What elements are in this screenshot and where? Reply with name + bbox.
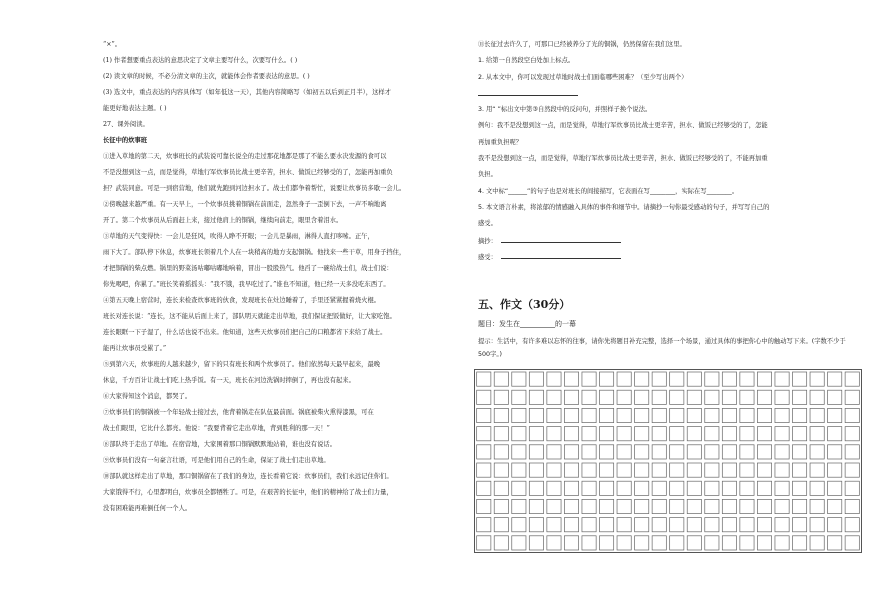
- grid-cell[interactable]: [599, 408, 613, 422]
- grid-cell[interactable]: [582, 427, 596, 441]
- grid-cell[interactable]: [845, 499, 859, 513]
- grid-cell[interactable]: [775, 518, 789, 532]
- grid-cell[interactable]: [722, 372, 736, 386]
- grid-cell[interactable]: [792, 499, 806, 513]
- grid-cell[interactable]: [547, 427, 561, 441]
- grid-cell[interactable]: [775, 427, 789, 441]
- grid-cell[interactable]: [529, 408, 543, 422]
- grid-cell[interactable]: [529, 390, 543, 404]
- grid-cell[interactable]: [775, 390, 789, 404]
- grid-cell[interactable]: [757, 445, 771, 459]
- grid-cell[interactable]: [564, 518, 578, 532]
- passage-line: 没有困难能再难倒任何一个人。: [103, 505, 192, 512]
- question-line: 5. 本文语言朴素，将浓郁的情感融入具体的事件和细节中。请摘抄一句你最受感动的句子，并写写自己的: [478, 203, 770, 211]
- grid-cell[interactable]: [775, 372, 789, 386]
- grid-cell[interactable]: [494, 408, 508, 422]
- grid-cell[interactable]: [512, 481, 526, 495]
- grid-cell[interactable]: [810, 408, 824, 422]
- grid-cell[interactable]: [617, 445, 631, 459]
- grid-cell[interactable]: [810, 536, 824, 550]
- grid-cell[interactable]: [792, 536, 806, 550]
- passage-line: ①进入草地的第二天，炊事班长的武装说可靠长说全的走过那花地都是那了不能么要水决发源的食可以: [103, 153, 387, 160]
- grid-cell[interactable]: [652, 372, 666, 386]
- grid-cell[interactable]: [810, 463, 824, 477]
- grid-cell[interactable]: [687, 499, 701, 513]
- composition-section-title: 五、作文（30分）: [478, 298, 571, 311]
- grid-cell[interactable]: [740, 408, 754, 422]
- grid-cell[interactable]: [705, 518, 719, 532]
- grid-cell[interactable]: [617, 463, 631, 477]
- grid-cell[interactable]: [670, 408, 684, 422]
- grid-cell[interactable]: [722, 463, 736, 477]
- grid-cell[interactable]: [564, 463, 578, 477]
- passage-line: 你先喝吧，你累了。”班长笑着摇摇头：“我不饿，我早吃过了。”谁也不知道，他已经一天多没吃东西了。: [103, 281, 390, 288]
- grid-cell[interactable]: [705, 499, 719, 513]
- grid-cell[interactable]: [722, 481, 736, 495]
- grid-cell[interactable]: [547, 463, 561, 477]
- grid-cell[interactable]: [512, 372, 526, 386]
- grid-cell[interactable]: [757, 463, 771, 477]
- question-line: 感受：: [478, 249, 863, 265]
- grid-cell[interactable]: [529, 427, 543, 441]
- grid-cell[interactable]: [477, 408, 491, 422]
- grid-cell[interactable]: [757, 518, 771, 532]
- passage-line: 雨下大了。部队停下休息，炊事班长领着几个人在一块稍高的地方支起铜锅。他找来一些干草，用身子挡住，: [103, 249, 406, 256]
- grid-cell[interactable]: [477, 372, 491, 386]
- grid-cell[interactable]: [635, 372, 649, 386]
- grid-cell[interactable]: [705, 427, 719, 441]
- passage-line: 长征中的炊事班: [103, 137, 148, 144]
- grid-cell[interactable]: [792, 481, 806, 495]
- grid-cell[interactable]: [564, 427, 578, 441]
- grid-cell[interactable]: [687, 427, 701, 441]
- grid-cell[interactable]: [652, 445, 666, 459]
- grid-cell[interactable]: [494, 445, 508, 459]
- grid-cell[interactable]: [722, 408, 736, 422]
- grid-cell[interactable]: [652, 518, 666, 532]
- grid-cell[interactable]: [564, 536, 578, 550]
- grid-cell[interactable]: [670, 536, 684, 550]
- grid-cell[interactable]: [582, 536, 596, 550]
- grid-cell[interactable]: [547, 372, 561, 386]
- passage-line: ②傍晚越来越严重。有一天早上，一个炊事员挑着铜锅在前面走，忽然身子一歪倒下去，一声不响地离: [103, 201, 387, 208]
- grid-cell[interactable]: [564, 408, 578, 422]
- grid-cell[interactable]: [599, 427, 613, 441]
- grid-cell[interactable]: [792, 372, 806, 386]
- grid-cell[interactable]: [828, 390, 842, 404]
- grid-cell[interactable]: [828, 445, 842, 459]
- grid-cell[interactable]: [635, 518, 649, 532]
- grid-cell[interactable]: [828, 518, 842, 532]
- grid-cell[interactable]: [582, 408, 596, 422]
- grid-cell[interactable]: [687, 536, 701, 550]
- grid-cell[interactable]: [635, 427, 649, 441]
- grid-cell[interactable]: [828, 499, 842, 513]
- grid-cell[interactable]: [529, 536, 543, 550]
- grid-cell[interactable]: [757, 390, 771, 404]
- grid-cell[interactable]: [512, 445, 526, 459]
- grid-cell[interactable]: [810, 499, 824, 513]
- grid-cell[interactable]: [810, 372, 824, 386]
- grid-cell[interactable]: [652, 481, 666, 495]
- passage-line: (3) 选文中，重点表达的内容具体写（如年低这一天），其他内容简略写（如初五以后到正月半），这样才: [103, 89, 391, 96]
- grid-cell[interactable]: [564, 481, 578, 495]
- passage-line: 不是没想到这一点，而是觉得，草地行军炊事员比战士更辛苦，担水、做饭已经够受的了，怎能再加重负: [103, 169, 393, 176]
- passage-line: 连长眼眶一下子湿了，什么话也说不出来。他知道，这些天炊事员们把自己的口粮都省下来给了战士。: [103, 329, 387, 336]
- grid-cell[interactable]: [845, 463, 859, 477]
- grid-cell[interactable]: [564, 372, 578, 386]
- grid-cell[interactable]: [828, 463, 842, 477]
- grid-cell[interactable]: [792, 463, 806, 477]
- grid-cell[interactable]: [512, 390, 526, 404]
- grid-cell[interactable]: [810, 518, 824, 532]
- grid-cell[interactable]: [529, 518, 543, 532]
- grid-cell[interactable]: [582, 499, 596, 513]
- grid-cell[interactable]: [757, 499, 771, 513]
- grid-cell[interactable]: [687, 463, 701, 477]
- question-line: 我不是没想到这一点，而是觉得，草地行军炊事员比战士更辛苦，担水、做饭已经够受的了，不能再加重: [478, 155, 768, 163]
- grid-cell[interactable]: [494, 481, 508, 495]
- grid-cell[interactable]: [757, 481, 771, 495]
- grid-cell[interactable]: [494, 427, 508, 441]
- passage-line: 休息，千方百计让战士们吃上热乎饭。有一天，班长在河边洗锅时摔倒了，再也没有起来。: [103, 377, 355, 384]
- grid-cell[interactable]: [670, 427, 684, 441]
- question-line: 3. 用“ ”标出文中第③自然段中的反问句，并照样子换个说法。: [478, 106, 652, 114]
- grid-cell[interactable]: [828, 408, 842, 422]
- answer-blank[interactable]: [501, 249, 621, 259]
- grid-cell[interactable]: [775, 445, 789, 459]
- grid-cell[interactable]: [792, 445, 806, 459]
- grid-cell[interactable]: [635, 390, 649, 404]
- grid-cell[interactable]: [529, 499, 543, 513]
- grid-cell[interactable]: [512, 536, 526, 550]
- grid-cell[interactable]: [740, 390, 754, 404]
- question-line: 4. 文中标“______”的句子也是对班长的间接描写，它表面在写________，实际在写________。: [478, 187, 739, 195]
- question-line: 例句：我不是没想到这一点，而是觉得，草地行军炊事员比战士更辛苦，担水、做饭已经够受的了，怎能: [478, 122, 768, 130]
- questions-section: [478, 37, 863, 265]
- grid-cell[interactable]: [828, 372, 842, 386]
- grid-cell[interactable]: [775, 499, 789, 513]
- passage-line: 27、课外阅读。: [103, 121, 149, 128]
- grid-cell[interactable]: [564, 390, 578, 404]
- grid-cell[interactable]: [845, 390, 859, 404]
- grid-cell[interactable]: [845, 427, 859, 441]
- grid-cell[interactable]: [635, 499, 649, 513]
- grid-cell[interactable]: [477, 518, 491, 532]
- grid-cell[interactable]: [845, 445, 859, 459]
- passage-line: ④第五天晚上宿营时，连长来检查炊事班的伙食，发现班长在灶边睡着了，手里还紧紧握着烧火棍。: [103, 297, 381, 304]
- grid-cell[interactable]: [652, 408, 666, 422]
- grid-cell[interactable]: [740, 372, 754, 386]
- grid-cell[interactable]: [792, 390, 806, 404]
- grid-cell[interactable]: [512, 463, 526, 477]
- grid-cell[interactable]: [757, 536, 771, 550]
- right-column: [462, 0, 870, 615]
- answer-blank[interactable]: [478, 86, 578, 96]
- grid-cell[interactable]: [845, 372, 859, 386]
- grid-cell[interactable]: [617, 518, 631, 532]
- passage-line: 能再让炊事员受累了。”: [103, 345, 167, 352]
- grid-cell[interactable]: [512, 499, 526, 513]
- grid-cell[interactable]: [670, 445, 684, 459]
- grid-cell[interactable]: [845, 536, 859, 550]
- passage-line: 担？武装同意。可是一到宿营地，他们就先跑到河边担水了。战士们都争着帮忙，说要让炊事员多歇一会儿。: [103, 185, 406, 192]
- grid-cell[interactable]: [740, 427, 754, 441]
- grid-cell[interactable]: [652, 427, 666, 441]
- grid-cell[interactable]: [687, 408, 701, 422]
- grid-cell[interactable]: [810, 445, 824, 459]
- grid-cell[interactable]: [792, 427, 806, 441]
- grid-cell[interactable]: [529, 481, 543, 495]
- question-line: 2. 从本文中，你可以发现过草地时战士们面临哪些困难？（至少写出两个）: [478, 73, 688, 81]
- passage-line: “×”。: [103, 41, 122, 48]
- grid-cell[interactable]: [582, 463, 596, 477]
- grid-cell[interactable]: [617, 390, 631, 404]
- grid-cell[interactable]: [547, 390, 561, 404]
- grid-cell[interactable]: [477, 481, 491, 495]
- question-line: 再加重负担呢？: [478, 138, 523, 146]
- grid-cell[interactable]: [617, 536, 631, 550]
- grid-cell[interactable]: [635, 536, 649, 550]
- passage-line: ⑧部队终于走出了草地。在宿营地，大家围着那口铜锅默默地站着，谁也没有说话。: [103, 441, 336, 448]
- grid-cell[interactable]: [687, 445, 701, 459]
- grid-cell[interactable]: [617, 372, 631, 386]
- grid-cell[interactable]: [845, 408, 859, 422]
- grid-cell[interactable]: [599, 499, 613, 513]
- grid-cell[interactable]: [722, 518, 736, 532]
- grid-cell[interactable]: [494, 390, 508, 404]
- passage-line: 开了。第二个炊事员从后面赶上来，接过他肩上的铜锅，继续向前走，眼里含着泪水。: [103, 217, 343, 224]
- grid-cell[interactable]: [599, 445, 613, 459]
- grid-cell[interactable]: [828, 536, 842, 550]
- answer-blank[interactable]: [501, 233, 621, 243]
- grid-cell[interactable]: [740, 518, 754, 532]
- passage-line: 战士们眼里，它比什么都亮。他说：“我要背着它走出草地，背到胜利的那一天！”: [103, 425, 330, 432]
- grid-cell[interactable]: [512, 518, 526, 532]
- grid-cell[interactable]: [582, 518, 596, 532]
- grid-cell[interactable]: [494, 536, 508, 550]
- question-line: 感受。: [478, 220, 497, 228]
- grid-cell[interactable]: [810, 481, 824, 495]
- writing-grid[interactable]: [474, 369, 862, 553]
- grid-cell[interactable]: [635, 445, 649, 459]
- grid-cell[interactable]: [564, 499, 578, 513]
- grid-cell[interactable]: [810, 390, 824, 404]
- grid-cell[interactable]: [477, 445, 491, 459]
- passage-line: ⑨炊事员们没有一句豪言壮语，可是他们用自己的生命，保证了战士们走出草地。: [103, 457, 330, 464]
- grid-cell[interactable]: [635, 481, 649, 495]
- grid-cell[interactable]: [792, 518, 806, 532]
- grid-cell[interactable]: [670, 518, 684, 532]
- grid-cell[interactable]: [599, 536, 613, 550]
- grid-cell[interactable]: [599, 518, 613, 532]
- grid-cell[interactable]: [705, 372, 719, 386]
- grid-cell[interactable]: [599, 372, 613, 386]
- grid-cell[interactable]: [582, 481, 596, 495]
- grid-cell[interactable]: [564, 445, 578, 459]
- grid-cell[interactable]: [722, 427, 736, 441]
- grid-cell[interactable]: [740, 445, 754, 459]
- passage-line: ⑩部队就这样走出了草地，那口铜锅留在了我们的身边，连长看着它说：炊事员们，我们永远记住你们。: [103, 473, 393, 480]
- passage-line: 班长对连长说：“连长，这不能从后面上来了，部队明天就能走出草地，我们保证把饭做好，让大家吃饱。: [103, 313, 396, 320]
- grid-cell[interactable]: [547, 518, 561, 532]
- grid-cell[interactable]: [845, 518, 859, 532]
- question-line: [478, 86, 863, 102]
- grid-cell[interactable]: [757, 372, 771, 386]
- grid-cell[interactable]: [687, 390, 701, 404]
- passage-line: 才把铜锅的柴点燃。锅里的野菜汤咕嘟咕嘟地响着，冒出一股股热气。他舀了一碗给战士们，战士们说：: [103, 265, 393, 272]
- grid-cell[interactable]: [705, 481, 719, 495]
- grid-cell[interactable]: [599, 390, 613, 404]
- grid-cell[interactable]: [740, 499, 754, 513]
- grid-cell[interactable]: [722, 536, 736, 550]
- grid-cell[interactable]: [705, 536, 719, 550]
- grid-cell[interactable]: [617, 499, 631, 513]
- grid-cell[interactable]: [494, 463, 508, 477]
- passage-line: (1) 作者想要重点表达的意思决定了文章主要写什么，次要写什么。( ): [103, 57, 298, 64]
- grid-cell[interactable]: [775, 463, 789, 477]
- grid-cell[interactable]: [547, 408, 561, 422]
- grid-cell[interactable]: [670, 499, 684, 513]
- grid-cell[interactable]: [529, 372, 543, 386]
- grid-cell[interactable]: [705, 390, 719, 404]
- composition-prompt: 提示：生活中，有许多难以忘怀的往事，请你先将题目补充完整，选择一个场景，通过具体的事把你心中的触动写下来。(字数不少于 500字。): [478, 338, 846, 358]
- grid-cell[interactable]: [599, 463, 613, 477]
- passage-line: ③草地的天气变得快：一会儿是狂风，吹得人睁不开眼；一会儿是暴雨，淋得人直打哆嗦。正午，: [103, 233, 374, 240]
- reading-passage: [103, 37, 453, 517]
- grid-cell[interactable]: [512, 408, 526, 422]
- grid-cell[interactable]: [845, 481, 859, 495]
- grid-cell[interactable]: [494, 372, 508, 386]
- grid-cell[interactable]: [722, 390, 736, 404]
- grid-cell[interactable]: [547, 445, 561, 459]
- passage-line: ⑤到第六天，炊事班的人越来越少，留下的只有班长和两个炊事员了。他们依然每天最早起来，最晚: [103, 361, 381, 368]
- grid-cell[interactable]: [757, 427, 771, 441]
- grid-cell[interactable]: [740, 536, 754, 550]
- grid-cell[interactable]: [617, 408, 631, 422]
- grid-cell[interactable]: [635, 463, 649, 477]
- question-line: 负担。: [478, 171, 497, 179]
- passage-line: ⑥大家得知这个消息，都哭了。: [103, 393, 192, 400]
- passage-line: ⑦炊事员们的铜锅被一个年轻战士接过去，他背着锅走在队伍最前面。锅底被柴火熏得漆黑，可在: [103, 409, 374, 416]
- grid-cell[interactable]: [687, 518, 701, 532]
- grid-cell[interactable]: [828, 427, 842, 441]
- grid-cell[interactable]: [652, 390, 666, 404]
- grid-cell[interactable]: [670, 390, 684, 404]
- question-line: 摘抄：: [478, 233, 863, 249]
- grid-cell[interactable]: [722, 445, 736, 459]
- passage-line: 能更好地表达主题。( ): [103, 105, 167, 112]
- grid-cell[interactable]: [494, 499, 508, 513]
- grid-cell[interactable]: [582, 445, 596, 459]
- question-line: ⑪长征过去许久了，可那口已经被养分了光的铜锅，仍然保留在我们这里。: [478, 41, 686, 48]
- grid-cell[interactable]: [670, 372, 684, 386]
- grid-cell[interactable]: [670, 481, 684, 495]
- grid-cell[interactable]: [529, 445, 543, 459]
- grid-cell[interactable]: [775, 481, 789, 495]
- grid-cell[interactable]: [582, 390, 596, 404]
- grid-cell[interactable]: [529, 463, 543, 477]
- grid-cell[interactable]: [512, 427, 526, 441]
- grid-cell[interactable]: [722, 499, 736, 513]
- grid-cell[interactable]: [652, 536, 666, 550]
- grid-cell[interactable]: [477, 499, 491, 513]
- grid-cell[interactable]: [547, 499, 561, 513]
- grid-cell[interactable]: [477, 463, 491, 477]
- grid-cell[interactable]: [494, 518, 508, 532]
- grid-cell[interactable]: [582, 372, 596, 386]
- grid-cell[interactable]: [617, 481, 631, 495]
- grid-cell[interactable]: [599, 481, 613, 495]
- grid-cell[interactable]: [757, 408, 771, 422]
- grid-cell[interactable]: [617, 427, 631, 441]
- passage-line: 大家饿得不行，心里都明白，炊事员全都牺牲了。可是，在艰苦的长征中，他们的精神给了战士们力量，: [103, 489, 393, 496]
- grid-cell[interactable]: [740, 463, 754, 477]
- grid-cell[interactable]: [477, 427, 491, 441]
- grid-cell[interactable]: [652, 463, 666, 477]
- grid-cell[interactable]: [775, 408, 789, 422]
- grid-cell[interactable]: [775, 536, 789, 550]
- grid-cell[interactable]: [740, 481, 754, 495]
- grid-cell[interactable]: [705, 408, 719, 422]
- grid-cell[interactable]: [810, 427, 824, 441]
- question-line: 1. 给第一自然段空白处加上标点。: [478, 57, 575, 65]
- grid-cell[interactable]: [687, 481, 701, 495]
- grid-cell[interactable]: [687, 372, 701, 386]
- grid-cell[interactable]: [635, 408, 649, 422]
- passage-line: (2) 读文章的时候，不必分清文章的主次，就能体会作者要表达的意思。( ): [103, 73, 310, 80]
- grid-cell[interactable]: [792, 408, 806, 422]
- grid-cell[interactable]: [477, 390, 491, 404]
- grid-cell[interactable]: [828, 481, 842, 495]
- grid-cell[interactable]: [652, 499, 666, 513]
- grid-cell[interactable]: [477, 536, 491, 550]
- grid-cell[interactable]: [705, 445, 719, 459]
- grid-cell[interactable]: [705, 463, 719, 477]
- grid-cell[interactable]: [547, 536, 561, 550]
- grid-cell[interactable]: [670, 463, 684, 477]
- composition-topic: 题目：发生在__________的一幕: [478, 320, 576, 328]
- grid-cell[interactable]: [547, 481, 561, 495]
